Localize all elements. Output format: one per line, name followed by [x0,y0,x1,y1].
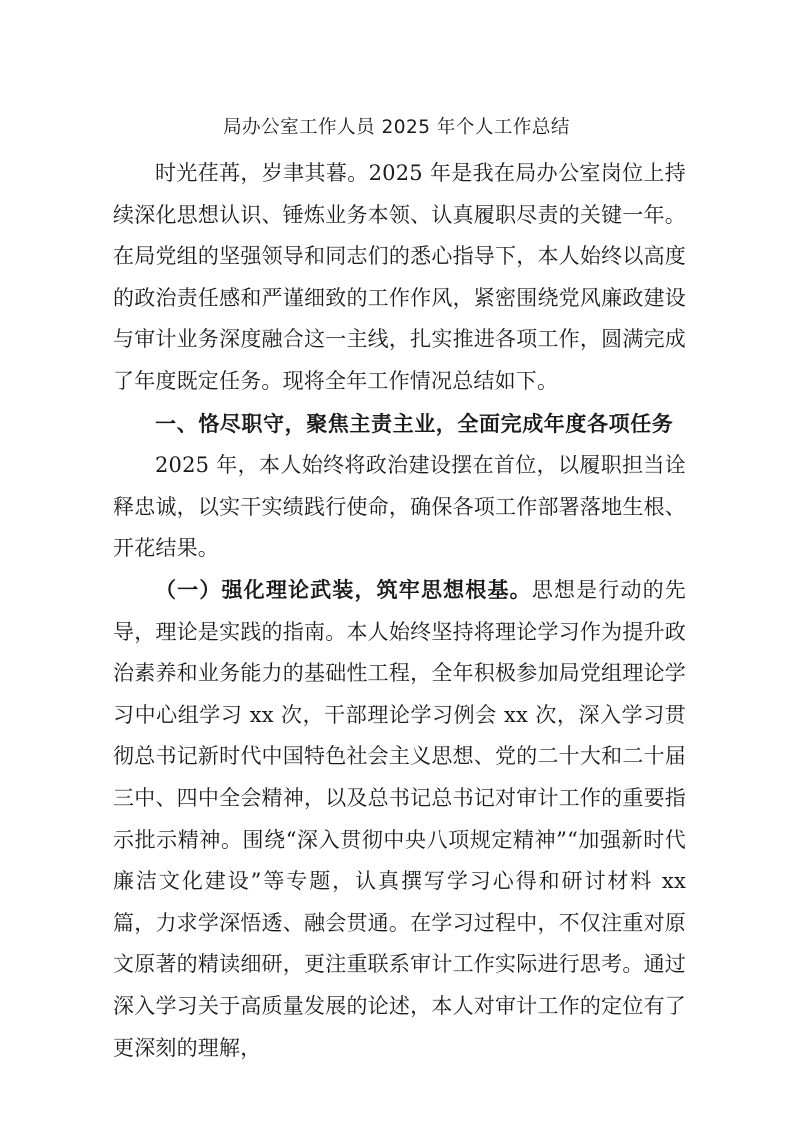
subsection-1-text: 思想是行动的先导，理论是实践的指南。本人始终坚持将理论学习作为提升政治素养和业务能力的基础性工程，全年积极参加局党组理论学习中心组学习 xx 次，干部理论学习例会 xx 次，深入学习贯彻总书记新时代中国特色社会主义思想、党的二十大和二十届三中、四中全会精神，以及总书记总书记对审计工作的重要指示批示精神。围绕“深入贯彻中央八项规定精神”“加强新时代廉洁文化建设”等专题，认真撰写学习心得和研讨材料 xx 篇，力求学深悟透、融会贯通。在学习过程中，不仅注重对原文原著的精读细研，更注重联系审计工作实际进行思考。通过深入学习关于高质量发展的论述，本人对审计工作的定位有了更深刻的理解， [113,578,687,1060]
document-title: 局办公室工作人员 2025 年个人工作总结 [223,117,570,138]
section-heading-1: 一、恪尽职守，聚焦主责主业，全面完成年度各项任务 [155,412,674,436]
subsection-1-heading: （一）强化理论武装，筑牢思想根基。 [155,578,532,602]
intro-paragraph: 时光荏苒，岁聿其暮。2025 年是我在局办公室岗位上持续深化思想认识、锤炼业务本领、认真履职尽责的关键一年。在局党组的坚强领导和同志们的悉心指导下，本人始终以高度的政治责任感和严谨细致的工作作风，紧密围绕党风廉政建设与审计业务深度融合这一主线，扎实推进各项工作，圆满完成了年度既定任务。现将全年工作情况总结如下。 [113,161,686,393]
section-1-paragraph: 2025 年，本人始终将政治建设摆在首位，以履职担当诠释忠诚，以实干实绩践行使命，确保各项工作部署落地生根、开花结果。 [113,453,686,561]
subsection-1-paragraph [113,570,686,1069]
